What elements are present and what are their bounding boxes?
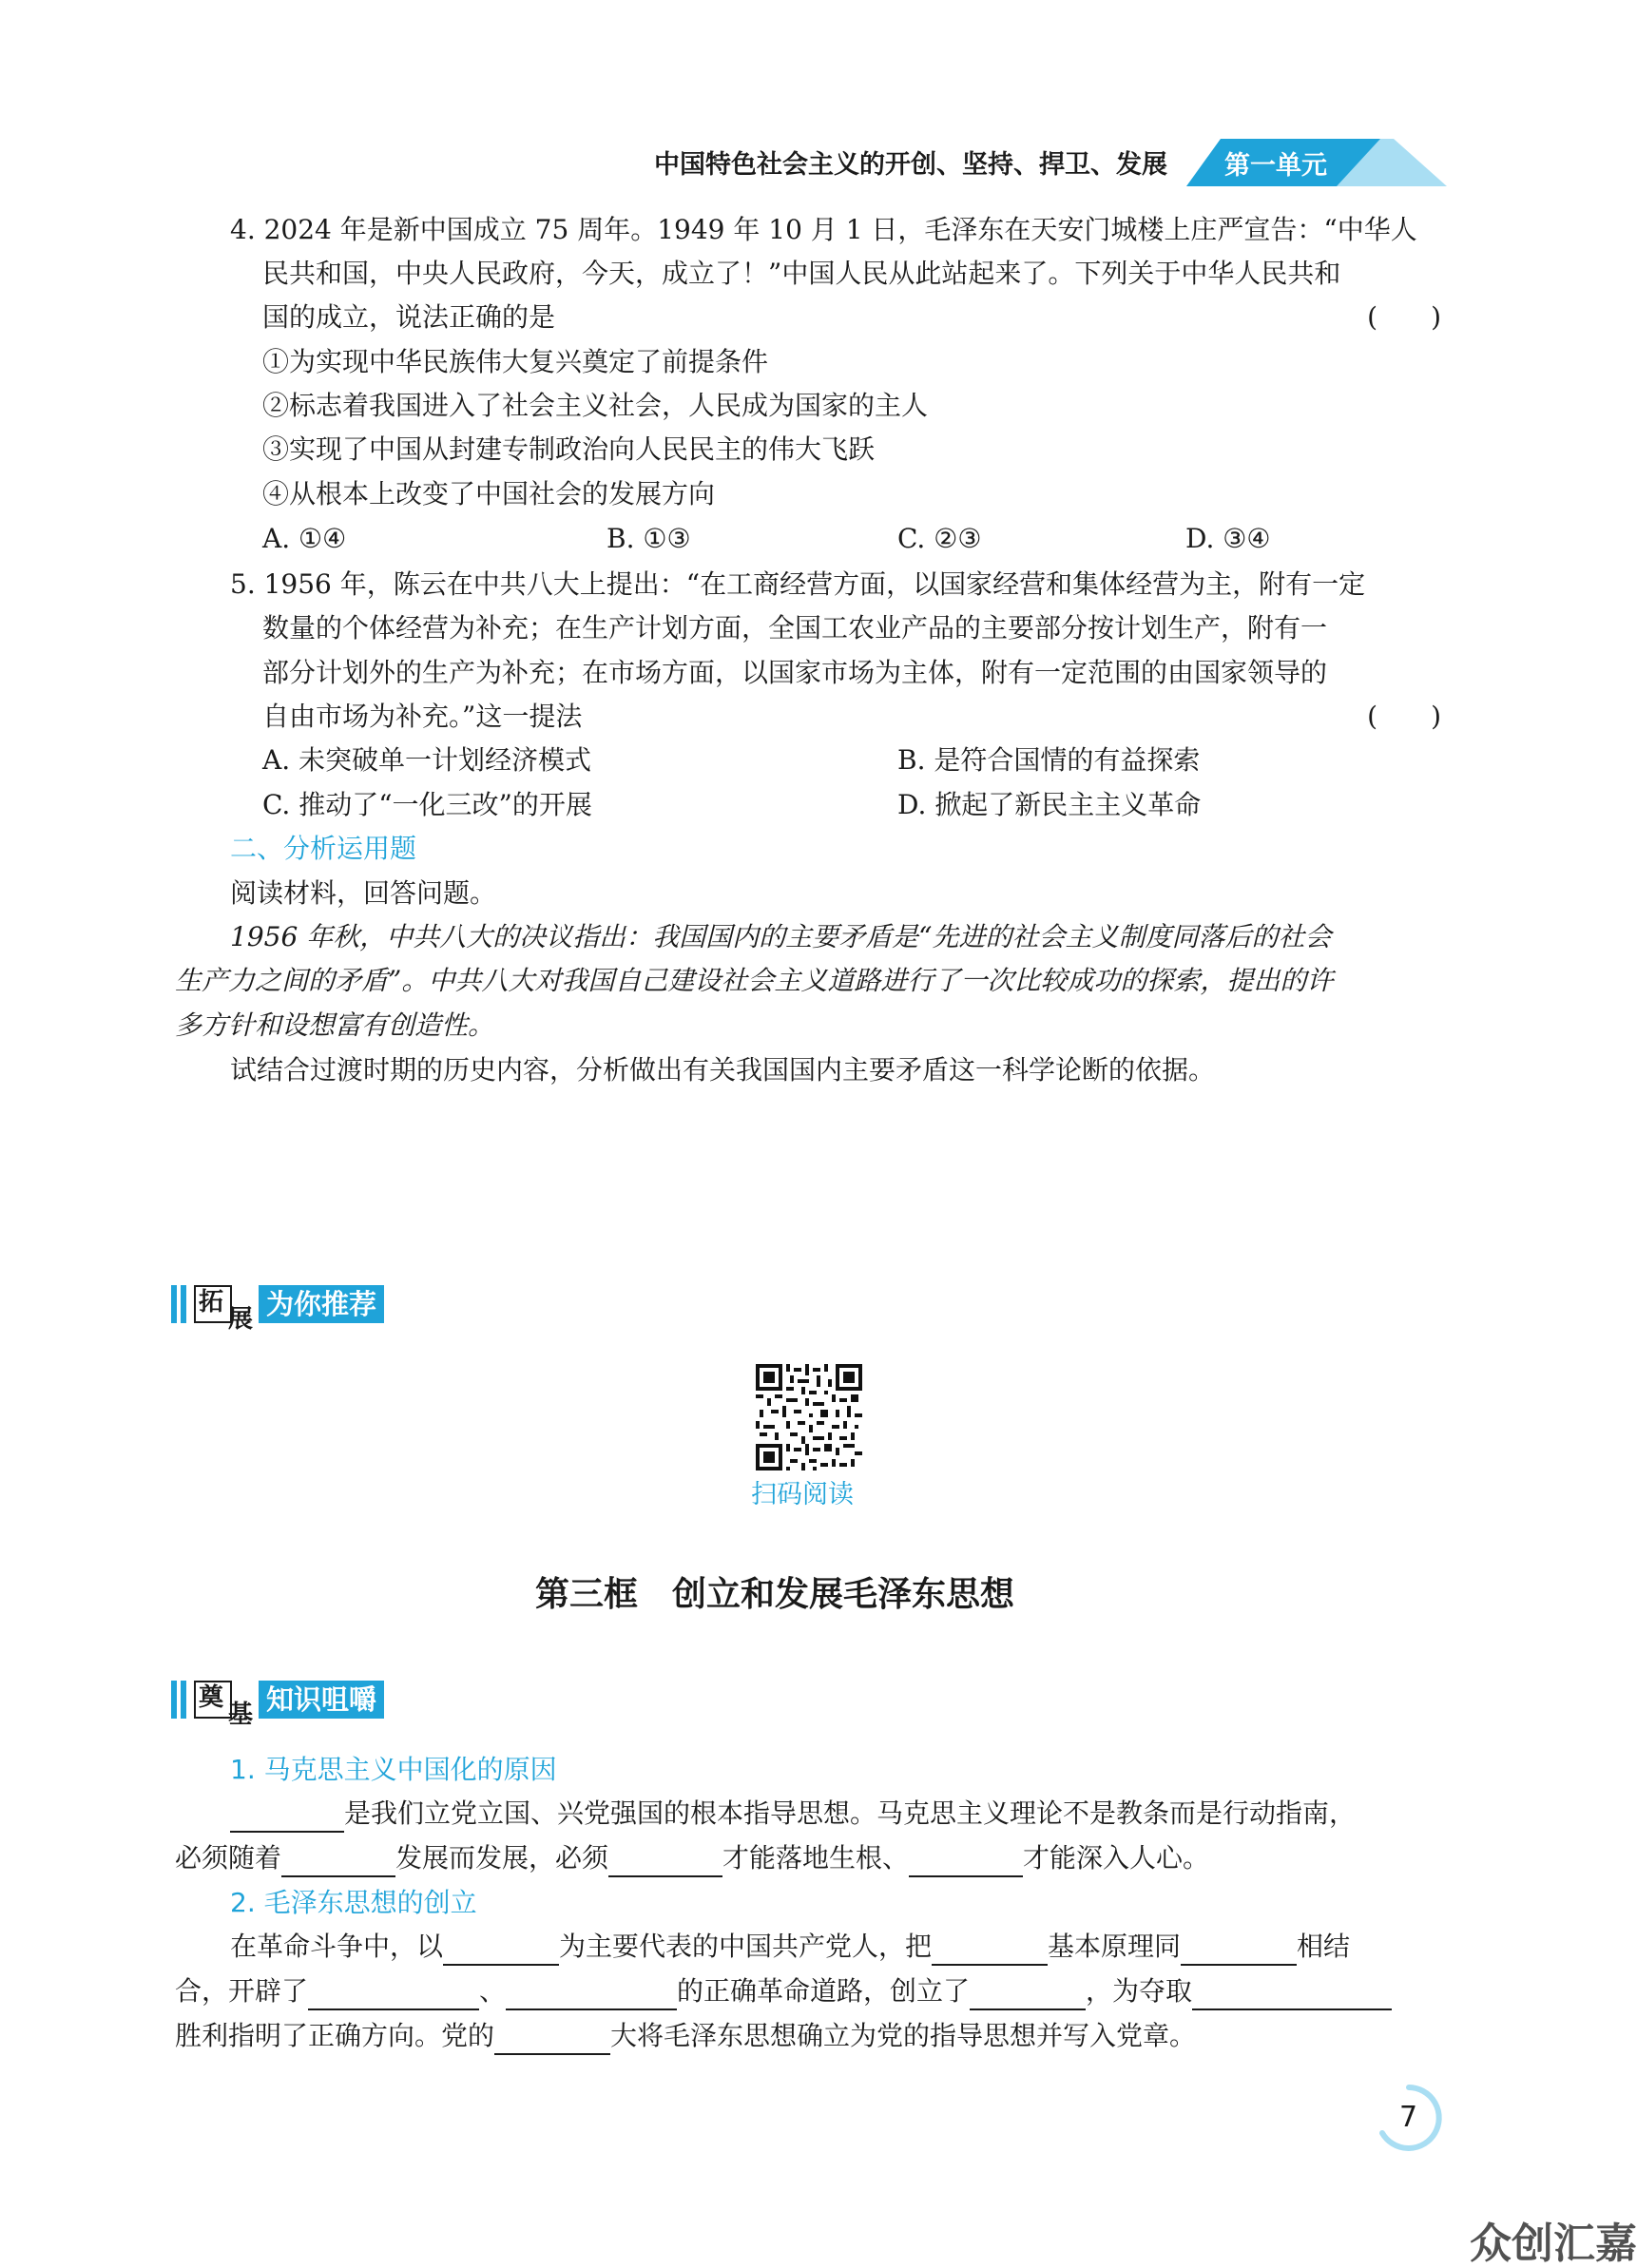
material-line-3: 多方针和设想富有创造性。 (175, 1009, 495, 1041)
unit-tag: 第一单元 (1224, 151, 1327, 181)
material-line-2: 生产力之间的矛盾”。中共八大对我国自己建设社会主义道路进行了一次比较成功的探索，提出的许 (175, 965, 1334, 996)
q5-option-c[interactable]: C. 推动了“一化三改”的开展 (262, 789, 592, 820)
blank-6[interactable] (932, 1935, 1048, 1966)
para-2-text-8: ，为夺取 (1086, 1975, 1193, 2007)
para-2-text-2: 为主要代表的中国共产党人，把 (559, 1931, 933, 1962)
material-line-1: 1956 年秋，中共八大的决议指出：我国国内的主要矛盾是“先进的社会主义制度同落后的社会 (230, 921, 1332, 952)
qr-finder-top-right (836, 1364, 862, 1391)
knowledge-bar-2 (181, 1681, 186, 1719)
q5-stem-line-4: 自由市场为补充。”这一提法 (262, 701, 583, 732)
knowledge-para-1-line-1 (230, 1795, 1356, 1833)
q4-item-3: ③实现了中国从封建专制政治向人民民主的伟大飞跃 (262, 433, 876, 465)
qr-finder-top-left (756, 1364, 782, 1391)
para-2-text-6: 、 (479, 1975, 507, 2007)
para-1-text-5: 才能深入人心。 (1023, 1842, 1210, 1874)
qr-caption: 扫码阅读 (751, 1480, 854, 1509)
blank-10[interactable] (970, 1980, 1086, 2010)
running-header-title: 中国特色社会主义的开创、坚持、捍卫、发展 (654, 150, 1167, 180)
knowledge-badge-main: 奠 (199, 1683, 224, 1712)
para-1-text-2: 必须随着 (175, 1842, 282, 1874)
q5-stem-line-3: 部分计划外的生产为补充；在市场方面，以国家市场为主体，附有一定范围的由国家领导的 (262, 657, 1328, 688)
recommend-badge-sub: 展 (228, 1305, 254, 1334)
lesson-title: 第三框 创立和发展毛泽东思想 (535, 1574, 1015, 1614)
para-2-text-4: 相结 (1297, 1931, 1351, 1962)
q5-option-d[interactable]: D. 掀起了新民主主义革命 (897, 789, 1202, 820)
knowledge-heading-1: 1. 马克思主义中国化的原因 (230, 1754, 557, 1785)
blank-7[interactable] (1181, 1935, 1297, 1966)
knowledge-para-2-line-2 (175, 1972, 1392, 2010)
para-2-text-5: 合，开辟了 (175, 1975, 309, 2007)
blank-3[interactable] (608, 1847, 722, 1877)
knowledge-bar-1 (171, 1681, 177, 1719)
q4-item-4: ④从根本上改变了中国社会的发展方向 (262, 478, 716, 509)
q4-item-1: ①为实现中华民族伟大复兴奠定了前提条件 (262, 346, 769, 377)
recommend-badge-main: 拓 (199, 1288, 224, 1317)
blank-2[interactable] (281, 1847, 395, 1877)
q5-stem-line-1: 5. 1956 年，陈云在中共八大上提出：“在工商经营方面，以国家经营和集体经营为主，附有一定 (230, 568, 1366, 600)
para-2-text-10: 大将毛泽东思想确立为党的指导思想并写入党章。 (610, 2020, 1197, 2051)
para-2-text-1: 在革命斗争中，以 (230, 1931, 444, 1962)
blank-1[interactable] (230, 1802, 344, 1833)
q4-stem-line-1: 4. 2024 年是新中国成立 75 周年。1949 年 10 月 1 日，毛泽东在天安门城楼上庄严宣告：“中华人 (230, 214, 1417, 245)
blank-8[interactable] (308, 1980, 479, 2010)
knowledge-para-2-line-3 (175, 2017, 1196, 2055)
qr-finder-bottom-left (756, 1444, 782, 1470)
recommend-bar-2 (181, 1285, 186, 1323)
analysis-question: 试结合过渡时期的历史内容，分析做出有关我国国内主要矛盾这一科学论断的依据。 (230, 1054, 1216, 1086)
recommend-label: 为你推荐 (259, 1285, 384, 1323)
q4-item-2: ②标志着我国进入了社会主义社会，人民成为国家的主人 (262, 390, 929, 421)
knowledge-label: 知识咀嚼 (259, 1681, 384, 1719)
q4-option-c[interactable]: C. ②③ (897, 523, 982, 554)
para-1-text-1: 是我们立党立国、兴党强国的根本指导思想。马克思主义理论不是教条而是行动指南， (344, 1797, 1357, 1829)
q4-option-d[interactable]: D. ③④ (1185, 523, 1271, 554)
q4-stem-line-2: 民共和国，中央人民政府，今天，成立了！”中国人民从此站起来了。下列关于中华人民共和 (262, 258, 1341, 289)
para-2-text-3: 基本原理同 (1048, 1931, 1182, 1962)
q5-stem-line-2: 数量的个体经营为补充；在生产计划方面，全国工农业产品的主要部分按计划生产，附有一 (262, 612, 1328, 644)
q5-option-b[interactable]: B. 是符合国情的有益探索 (897, 744, 1201, 776)
q4-option-b[interactable]: B. ①③ (607, 523, 691, 554)
para-2-text-9: 胜利指明了正确方向。党的 (175, 2020, 495, 2051)
section-2-heading: 二、分析运用题 (230, 833, 417, 864)
knowledge-heading-2: 2. 毛泽东思想的创立 (230, 1887, 477, 1918)
blank-12[interactable] (494, 2025, 610, 2055)
knowledge-badge-sub: 基 (228, 1701, 254, 1729)
section-2-intro: 阅读材料，回答问题。 (230, 877, 497, 909)
q5-answer-paren: ( ) (1367, 701, 1441, 732)
para-1-text-3: 发展而发展，必须 (395, 1842, 609, 1874)
para-1-text-4: 才能落地生根、 (722, 1842, 910, 1874)
blank-5[interactable] (443, 1935, 559, 1966)
qr-code[interactable] (756, 1364, 862, 1470)
blank-4[interactable] (909, 1847, 1023, 1877)
para-2-text-7: 的正确革命道路，创立了 (677, 1975, 971, 2007)
watermark: 众创汇嘉 (1470, 2220, 1637, 2268)
q5-option-a[interactable]: A. 未突破单一计划经济模式 (262, 744, 592, 776)
q4-stem-line-3: 国的成立，说法正确的是 (262, 301, 556, 333)
page-number: 7 (1399, 2101, 1418, 2134)
blank-9[interactable] (506, 1980, 677, 2010)
knowledge-para-1-line-2 (175, 1839, 1209, 1877)
q4-answer-paren: ( ) (1367, 301, 1441, 333)
recommend-bar-1 (171, 1285, 177, 1323)
knowledge-para-2-line-1 (230, 1928, 1350, 1966)
blank-11[interactable] (1192, 1980, 1392, 2010)
q4-option-a[interactable]: A. ①④ (262, 523, 347, 554)
